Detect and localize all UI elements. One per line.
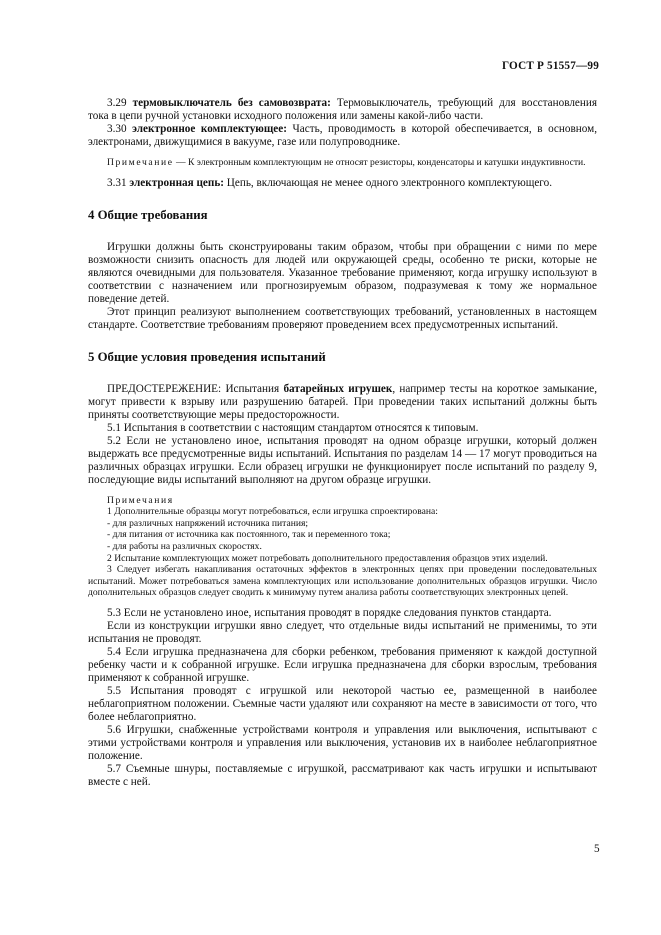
warning-paragraph: [88, 383, 597, 422]
clause-number: 3.29: [107, 97, 127, 109]
defined-term: электронное комплектующее:: [132, 123, 287, 135]
page-number: 5: [594, 843, 600, 855]
note-1-item-c: - для работы на различных скоростях.: [107, 540, 262, 552]
note-1: 1 Дополнительные образцы могут потребоваться, если игрушка спроектирована:: [107, 506, 438, 518]
notes-label: Примечания: [107, 494, 174, 506]
definition-3-31: [88, 177, 597, 190]
warning-text-start: Испытания: [225, 382, 280, 395]
clause-5-3: 5.3 Если не установлено иное, испытания проводят в порядке следования пунктов стандарта.: [107, 606, 552, 619]
section-4-paragraph-1: Игрушки должны быть сконструированы таким образом, чтобы при обращении с ними по мере возможности снизить опасность для людей или окружающей среды, особенно те риски, которые не являются очевидными для пользователя. Указанное требование применяют, когда игрушку используют в соответствии с назначением или прогнозируемым образом, подразумевая к тому же нормальное поведение детей.: [88, 240, 597, 305]
clause-5-7: 5.7 Съемные шнуры, поставляемые с игрушкой, рассматривают как часть игрушки и испытывают вместе с ней.: [88, 762, 597, 788]
definition-3-30: [88, 123, 597, 149]
definition-3-29: [88, 97, 597, 123]
warning-text-end: , например тесты на короткое замыкание, могут привести к взрыву или разрушению батарей. При проведении таких испытаний должны быть приняты соответствующие меры предосторожности.: [88, 382, 598, 421]
warning-label: ПРЕДОСТЕРЕЖЕНИЕ:: [107, 382, 222, 395]
warning-bold-term: батарейных игрушек: [283, 382, 393, 395]
clause-5-2: 5.2 Если не установлено иное, испытания проводят на одном образце игрушки, который должен выдержать все предусмотренные виды испытаний. Испытания по разделам 14 — 17 могут проводиться на различных образцах игрушки. Если образец игрушки не функционирует после испытаний по разделу 9, последующие виды испытаний выполняют на другом образце игрушки.: [88, 434, 597, 486]
note-label: Примечание: [107, 157, 174, 168]
note-text: — К электронным комплектующим не относят резисторы, конденсаторы и катушки индуктивности.: [175, 157, 586, 168]
note-1-item-a: - для различных напряжений источника питания;: [107, 517, 309, 529]
clause-5-6: 5.6 Игрушки, снабженные устройствами контроля и управления или выключения, испытывают с этими устройствами контроля и управления или выключения, установив их в наиболее неблагоприятное положение.: [88, 723, 597, 762]
clause-5-1: 5.1 Испытания в соответствии с настоящим стандартом относятся к типовым.: [107, 421, 479, 434]
page-content: [88, 97, 597, 789]
defined-term: термовыключатель без самовозврата:: [132, 97, 331, 109]
clause-5-4: 5.4 Если игрушка предназначена для сборки ребенком, требования применяют к каждой доступной ребенку части и к собранной игрушке. Если игрушка предназначена для сборки взрослым, требования применяют к собранной игрушке.: [88, 645, 597, 684]
note-1-item-b: - для питания от источника как постоянного, так и переменного тока;: [107, 529, 391, 541]
section-4-paragraph-2: Этот принцип реализуют выполнением соответствующих требований, установленных в настоящем стандарте. Соответствие требованиям проверяют проведением всех предусмотренных испытаний.: [88, 305, 597, 331]
definition-text: Термовыключатель, требующий для восстановления тока в цепи ручной установки исходного положения или замены какой-либо части.: [88, 97, 598, 122]
standard-header: ГОСТ Р 51557—99: [502, 60, 599, 72]
section-4-title: 4 Общие требования: [88, 207, 208, 222]
clause-5-3-continued: Если из конструкции игрушки явно следует, что отдельные виды испытаний не применимы, то эти испытания не проводят.: [88, 619, 597, 645]
definition-text: Цепь, включающая не менее одного электронного комплектующего.: [226, 176, 553, 189]
clause-5-5: 5.5 Испытания проводят с игрушкой или некоторой частью ее, размещенной в наиболее неблагоприятном положении. Съемные части удаляют или сохраняют на месте в зависимости от того, что более неблагоприятно.: [88, 684, 597, 723]
section-5-title: 5 Общие условия проведения испытаний: [88, 349, 326, 364]
clause-number: 3.31: [107, 176, 127, 189]
definition-text: Часть, проводимость в которой обеспечивается, в основном, электронами, движущимися в вакууме, газе или полупроводнике.: [88, 123, 598, 148]
note-3: 3 Следует избегать накапливания остаточных эффектов в электронных цепях при проведении последовательных испытаний. Может потребоваться замена комплектующих или использование дополнительных образцов игрушки. Число дополнительных образцов следует сводить к минимуму путем анализа работы соответствующих электронных цепей.: [88, 564, 597, 599]
clause-number: 3.30: [107, 123, 127, 135]
note-2: 2 Испытание комплектующих может потребовать дополнительного предоставления образцов этих изделий.: [107, 552, 548, 564]
notes-block: [88, 495, 597, 599]
defined-term: электронная цепь:: [129, 176, 224, 189]
definition-note: [88, 157, 597, 169]
